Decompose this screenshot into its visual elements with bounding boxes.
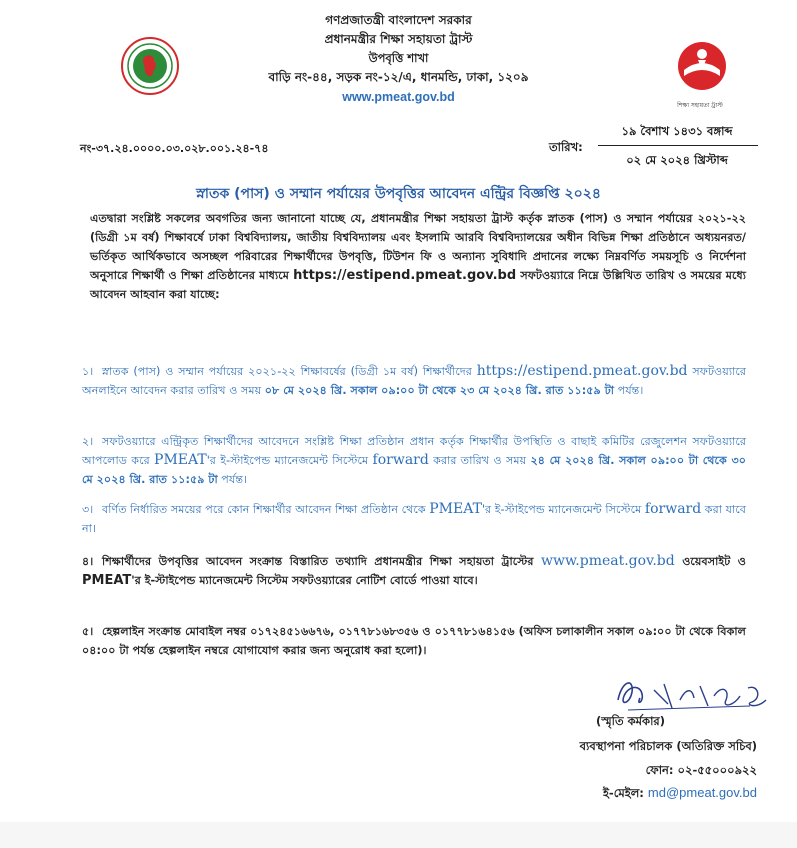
- item-text: 'র ই-স্টাইপেন্ড ম্যানেজমেন্ট সিস্টেম সফটওয়্যারের নোটিশ বোর্ডে পাওয়া যাবে।: [131, 574, 478, 587]
- item-text: করার তারিখ ও সময়: [433, 454, 527, 467]
- list-item: [82, 622, 746, 660]
- intro-paragraph: [90, 209, 746, 304]
- email-label: ই-মেইল:: [602, 786, 644, 800]
- header-address: বাড়ি নং-৪৪, সড়ক নং-১২/এ, ধানমন্ডি, ঢাকা, ১২০৯: [268, 70, 529, 84]
- item-text: 'র ই-স্টাইপেন্ড ম্যানেজমেন্ট সিস্টেমে: [481, 503, 642, 516]
- intro-url: https://estipend.pmeat.gov.bd: [293, 268, 517, 283]
- list-item: [82, 552, 746, 590]
- email-link[interactable]: md@pmeat.gov.bd: [647, 785, 757, 800]
- item-text: পর্যন্ত।: [221, 473, 248, 486]
- handwritten-signature-icon: [610, 670, 780, 716]
- government-seal-icon: [120, 36, 180, 96]
- item-text: 'র ই-স্টাইপেন্ড ম্যানেজমেন্ট সিস্টেমে: [206, 454, 369, 467]
- item-text: ওয়েবসাইট ও: [682, 555, 746, 568]
- signatory-designation: ব্যবস্থাপনা পরিচালক (অতিরিক্ত সচিব): [579, 739, 757, 753]
- header-government: গণপ্রজাতন্ত্রী বাংলাদেশ সরকার: [325, 13, 472, 27]
- list-item: [82, 432, 746, 489]
- date-bangla-calendar: ১৯ বৈশাখ ১৪৩১ বঙ্গাব্দ: [621, 124, 733, 138]
- header-branch: উপবৃত্তি শাখা: [368, 51, 429, 65]
- item-text: করা যাবে না।: [82, 503, 746, 535]
- signatory-email-line: [603, 785, 757, 804]
- pmeat-label: PMEAT: [82, 573, 132, 588]
- item-deadline: ০৮ মে ২০২৪ খ্রি. সকাল ০৯:০০ টা থেকে ২৩ মে ২০২৪ খ্রি. রাত ১১:৫৯ টা: [264, 384, 615, 397]
- page-bottom-margin: [0, 822, 797, 848]
- item-number: ৪।: [82, 555, 94, 568]
- notice-title: স্নাতক (পাস) ও সম্মান পর্যায়ের উপবৃত্তির আবেদন এন্ট্রির বিজ্ঞপ্তি ২০২৪: [196, 186, 601, 202]
- memo-number: নং-৩৭.২৪.০০০০.০৩.০২৮.০০১.২৪-৭৪: [80, 142, 269, 155]
- helpline-text: হেল্পলাইন সংক্রান্ত মোবাইল নম্বর ০১৭২৪৫১৬৬৭৬, ০১৭৭৮১৬৮৩৫৬ ও ০১৭৭৮১৬৪১৫৬ (অফিস চলাকালীন সকাল ০৯:০০ টা থেকে বিকাল ০৪:০০ টা পর্যন্ত হেল্পলাইন নম্বরে যোগাযোগ করার জন্য অনুরোধ করা হলো)।: [82, 625, 746, 657]
- item-text: সফটওয়্যারে অনলাইনে আবেদন করার তারিখ ও সময়: [82, 365, 747, 397]
- list-item: [82, 362, 746, 400]
- date-label: তারিখ:: [549, 140, 583, 154]
- forward-label: forward: [372, 452, 429, 468]
- header-website: www.pmeat.gov.bd: [342, 90, 455, 104]
- item-text: স্নাতক (পাস) ও সম্মান পর্যায়ের ২০২১-২২ শিক্ষাবর্ষের (ডিগ্রী ১ম বর্ষ) শিক্ষার্থীদের: [102, 365, 472, 378]
- item-text: পর্যন্ত।: [617, 384, 644, 397]
- item-number: ২।: [82, 435, 94, 448]
- date-gregorian-calendar: ০২ মে ২০২৪ খ্রিস্টাব্দ: [626, 153, 728, 167]
- signatory-phone: ফোন: ০২-৫৫০০০৯২২: [645, 763, 757, 777]
- trust-logo-icon: [670, 36, 734, 100]
- pmeat-label: PMEAT: [429, 501, 482, 517]
- item-number: ১।: [82, 365, 94, 378]
- list-item: [82, 500, 746, 538]
- trust-logo-caption: শিক্ষা সহায়তা ট্রাস্ট: [677, 102, 723, 109]
- item-text: সফটওয়্যারে এন্ট্রিকৃত শিক্ষার্থীদের আবেদনে সংশ্লিষ্ট শিক্ষা প্রতিষ্ঠান প্রধান কর্তৃক শিক্ষার্থীর উপস্থিতি ও বাছাই কমিটির রেজুলেশন সফটওয়্যারে আপলোড করে: [82, 435, 746, 467]
- item-text: শিক্ষার্থীদের উপবৃত্তির আবেদন সংক্রান্ত বিস্তারিত তথ্যাদি প্রধানমন্ত্রীর শিক্ষা সহায়তা ট্রাস্টের: [102, 555, 534, 568]
- estipend-link[interactable]: https://estipend.pmeat.gov.bd: [476, 363, 688, 379]
- intro-text-a: এতদ্বারা সংশ্লিষ্ট সকলের অবগতির জন্য জানানো যাচ্ছে যে, প্রধানমন্ত্রীর শিক্ষা সহায়তা ট্রাস্ট কর্তৃক স্নাতক (পাস) ও সম্মান পর্যায়ের ২০২১-২২ (ডিগ্রী ১ম বর্ষ) শিক্ষাবর্ষে ঢাকা বিশ্ববিদ্যালয়, জাতীয় বিশ্ববিদ্যালয় এবং ইসলামি আরবি বিশ্ববিদ্যালয়ের অধীন বিভিন্ন শিক্ষা প্রতিষ্ঠানে অধ্যয়নরত/ভর্তিকৃত আর্থিকভাবে অসচ্ছল পরিবারের শিক্ষার্থীদের উপবৃত্তি, টিউশন ফি ও অন্যান্য সুবিধাদি প্রদানের লক্ষ্যে নিম্নবর্ণিত সময়সূচি ও নির্দেশনা অনুসারে শিক্ষার্থী ও শিক্ষা প্রতিষ্ঠানের মাধ্যমে: [90, 212, 746, 282]
- item-text: বর্ণিত নির্ধারিত সময়ের পরে কোন শিক্ষার্থীর আবেদন শিক্ষা প্রতিষ্ঠান থেকে: [102, 503, 426, 516]
- forward-label: forward: [644, 501, 702, 517]
- signatory-name: (স্মৃতি কর্মকার): [596, 714, 665, 728]
- pmeat-website-link[interactable]: www.pmeat.gov.bd: [541, 553, 675, 569]
- item-number: ৫।: [82, 625, 94, 638]
- intro-text-b: সফটওয়্যারে নিম্নে উল্লিখিত তারিখ ও সময়ের মধ্যে আবেদন আহবান করা যাচ্ছে:: [90, 269, 746, 301]
- item-deadline: ২৪ মে ২০২৪ খ্রি. সকাল ০৯:০০ টা থেকে ৩০ মে ২০২৪ খ্রি. রাত ১১:৫৯ টা: [82, 454, 746, 486]
- pmeat-label: PMEAT: [154, 452, 207, 468]
- item-number: ৩।: [82, 503, 94, 516]
- date-divider: [598, 145, 758, 146]
- header-trust-name: প্রধানমন্ত্রীর শিক্ষা সহায়তা ট্রাস্ট: [324, 32, 473, 46]
